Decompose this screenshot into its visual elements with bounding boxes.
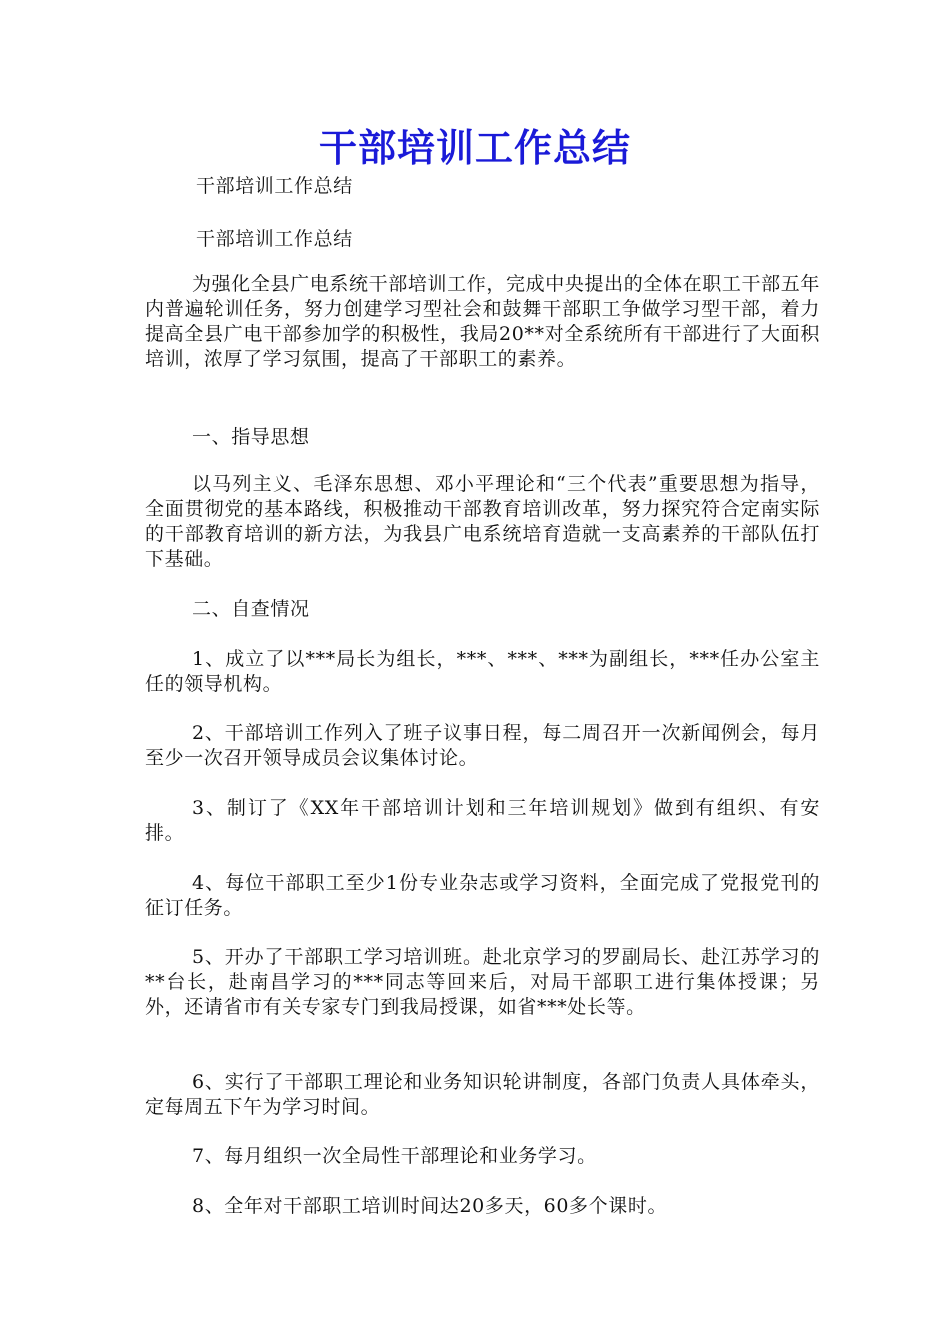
- list-item: 3、制订了《XX年干部培训计划和三年培训规划》做到有组织、有安排。: [145, 797, 820, 844]
- section-heading-self-inspection: 二、自查情况: [192, 598, 310, 620]
- list-item: 5、开办了干部职工学习培训班。赴北京学习的罗副局长、赴江苏学习的**台长，赴南昌学习的***同志等回来后，对局干部职工进行集体授课；另外，还请省市有关专家专门到我局授课，如省***处长等。: [145, 946, 820, 1018]
- list-item: 1、成立了以***局长为组长，***、***、***为副组长，***任办公室主任的领导机构。: [145, 648, 820, 695]
- document-title: 干部培训工作总结: [318, 125, 631, 170]
- list-item: 8、全年对干部职工培训时间达20多天，60多个课时。: [192, 1195, 668, 1217]
- intro-paragraph: 为强化全县广电系统干部培训工作，完成中央提出的全体在职工干部五年内普遍轮训任务，努力创建学习型社会和鼓舞干部职工争做学习型干部，着力提高全县广电干部参加学的积极性，我局20**对全系统所有干部进行了大面积培训，浓厚了学习氛围，提高了干部职工的素养。: [145, 273, 820, 370]
- section-heading-guiding-ideology: 一、指导思想: [192, 426, 310, 448]
- document-subtitle-repeat: 干部培训工作总结: [196, 228, 353, 250]
- list-item: 4、每位干部职工至少1份专业杂志或学习资料，全面完成了党报党刊的征订任务。: [145, 872, 820, 919]
- list-item: 7、每月组织一次全局性干部理论和业务学习。: [192, 1145, 597, 1167]
- list-item: 6、实行了干部职工理论和业务知识轮讲制度，各部门负责人具体牵头，定每周五下午为学习时间。: [145, 1071, 820, 1118]
- list-item: 2、干部培训工作列入了班子议事日程，每二周召开一次新闻例会，每月至少一次召开领导成员会议集体讨论。: [145, 722, 820, 769]
- guiding-ideology-paragraph: 以马列主义、毛泽东思想、邓小平理论和“三个代表”重要思想为指导，全面贯彻党的基本路线，积极推动干部教育培训改革，努力探究符合定南实际的干部教育培训的新方法，为我县广电系统培育造就一支高素养的干部队伍打下基础。: [145, 473, 820, 570]
- document-subtitle: 干部培训工作总结: [196, 175, 353, 197]
